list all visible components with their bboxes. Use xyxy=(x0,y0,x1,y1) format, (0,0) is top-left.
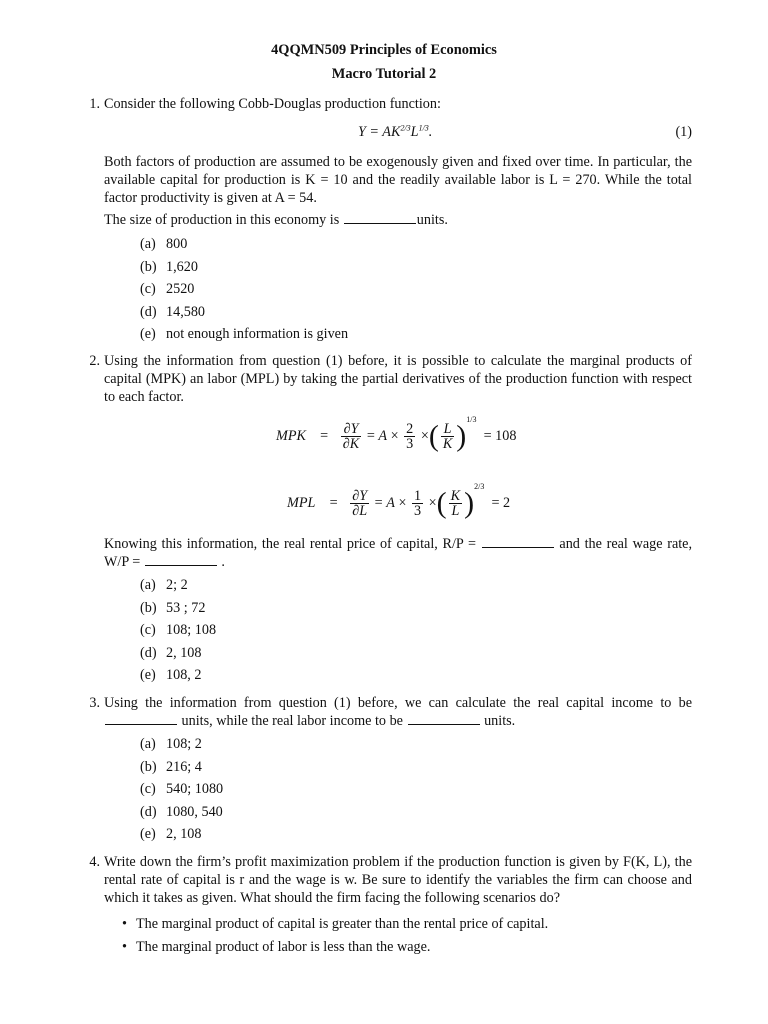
option-a: (a) 2; 2 xyxy=(140,577,188,593)
mpl-equation: MPL = $\frac{\partial Y}{\partial L}$ = A × $\frac{1}{3}$ ×( $\frac{K}{L}$ )$^{2/3}$ = 2 xyxy=(287,482,511,520)
mpk-result: = 108 xyxy=(483,428,517,444)
question-prompt: Knowing this information, the real rental price of capital, R/P = and the real wage rate, W/P = . xyxy=(104,536,693,570)
option-c: (c) 540; 1080 xyxy=(140,781,224,797)
option-a: (a) 800 xyxy=(140,236,188,252)
answer-blank xyxy=(145,553,217,566)
course-title: 4QQMN509 Principles of Economics xyxy=(271,42,497,58)
option-d: (d) 1080, 540 xyxy=(140,803,223,820)
option-a: (a) 108; 2 xyxy=(140,736,202,752)
scenario-item: • The marginal product of capital is greater than the rental price of capital. xyxy=(118,915,692,938)
mpl-result: = 2 xyxy=(491,495,511,511)
option-b: (b) 53 ; 72 xyxy=(140,599,206,616)
equation-number: (1) xyxy=(675,124,692,140)
question-prompt: The size of production in this economy is units. xyxy=(104,212,448,228)
question-2 xyxy=(80,352,692,406)
scenario-list xyxy=(118,915,692,961)
option-e: (e) 108, 2 xyxy=(140,667,202,683)
question-2-prompt xyxy=(80,535,692,689)
production-function-equation: $Y = AK^{2/3}L^{1/3}$. (1) xyxy=(358,123,692,140)
option-d: (d) 14,580 xyxy=(140,303,206,320)
answer-options xyxy=(140,576,692,689)
answer-options xyxy=(140,235,692,348)
option-c: (c) 2520 xyxy=(140,281,195,297)
option-c: (c) 108; 108 xyxy=(140,622,217,638)
answer-blank xyxy=(408,712,480,725)
question-text: Write down the firm’s profit maximization problem if the production function is given by F(K, L), the rental rate of capital is r and the wage is w. Be sure to identify the variables the firm can choose and which it takes as given. What should the firm facing the following scenarios do? xyxy=(104,854,692,906)
answer-blank xyxy=(482,535,554,548)
question-number: 4. xyxy=(89,854,100,870)
option-b: (b) 1,620 xyxy=(140,258,198,275)
mpk-equation: MPK = $\frac{\partial Y}{\partial K}$ = A × $\frac{2}{3}$ ×( $\frac{L}{K}$ )$^{1/3}$ = 108 xyxy=(276,415,517,453)
option-e: (e) not enough information is given xyxy=(140,326,349,342)
option-b: (b) 216; 4 xyxy=(140,758,202,775)
question-number: 2. xyxy=(89,353,100,369)
tutorial-title: Macro Tutorial 2 xyxy=(331,66,437,82)
question-prompt: Using the information from question (1) before, we can calculate the real capital income to be units, while the real labor income to be units. xyxy=(104,695,692,729)
question-paragraph: Both factors of production are assumed to be exogenously given and fixed over time. In particular, the available capital for production is K = 10 and the readily available labor is L = 270. While the total factor productivity is given at A = 54. xyxy=(104,154,692,206)
question-number: 1. xyxy=(89,96,100,112)
option-d: (d) 2, 108 xyxy=(140,644,202,661)
scenario-item: • The marginal product of labor is less than the wage. xyxy=(118,938,692,961)
question-1 xyxy=(80,95,692,348)
question-3 xyxy=(80,694,692,848)
answer-blank xyxy=(344,211,416,224)
option-e: (e) 2, 108 xyxy=(140,826,202,842)
question-4 xyxy=(80,853,692,961)
question-intro: Consider the following Cobb-Douglas production function: xyxy=(104,96,441,112)
answer-blank xyxy=(105,712,177,725)
question-number: 3. xyxy=(89,695,100,711)
answer-options xyxy=(140,735,692,848)
question-intro: Using the information from question (1) before, it is possible to calculate the marginal products of capital (MPK) an labor (MPL) by taking the partial derivatives of the production function with respect to each factor. xyxy=(104,353,692,405)
